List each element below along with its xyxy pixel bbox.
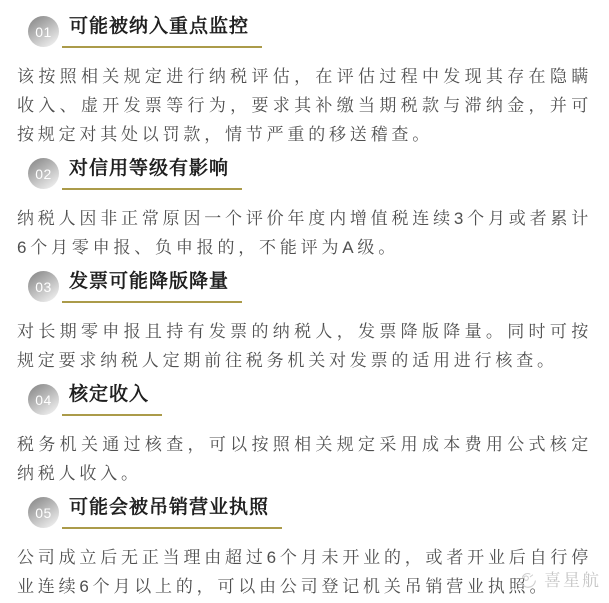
section-header (17, 383, 592, 416)
section-header (17, 157, 592, 190)
section-5 (17, 496, 592, 601)
section-number: 05 (35, 504, 52, 521)
section-title: 发票可能降版降量 (62, 270, 242, 303)
section-number-badge (28, 16, 59, 47)
section-title: 可能会被吊销营业执照 (62, 496, 282, 529)
section-number-badge (28, 158, 59, 189)
brand-name: 喜星航 (544, 570, 601, 590)
section-number: 02 (35, 165, 52, 182)
section-1 (17, 15, 592, 149)
section-title: 可能被纳入重点监控 (62, 15, 262, 48)
section-number: 03 (35, 278, 52, 295)
section-number: 04 (35, 391, 52, 408)
section-3 (17, 270, 592, 375)
watermark (517, 569, 601, 591)
section-title: 对信用等级有影响 (62, 157, 242, 190)
section-body-text: 税务机关通过核查，可以按照相关规定采用成本费用公式核定纳税人收入。 (17, 435, 592, 483)
section-body-text: 对长期零申报且持有发票的纳税人，发票降版降量。同时可按规定要求纳税人定期前往税务机关对发票的适用进行核查。 (17, 322, 592, 370)
section-body-text: 纳税人因非正常原因一个评价年度内增值税连续3个月或者累计6个月零申报、负申报的，不能评为A级。 (17, 209, 592, 257)
section-header (17, 270, 592, 303)
brand-logo-icon (517, 569, 539, 591)
section-number: 01 (35, 23, 52, 40)
section-title: 核定收入 (62, 383, 162, 416)
section-number-badge (28, 271, 59, 302)
section-header (17, 496, 592, 529)
section-header (17, 15, 592, 48)
section-4 (17, 383, 592, 488)
section-body-text: 公司成立后无正当理由超过6个月未开业的，或者开业后自行停业连续6个月以上的，可以由公司登记机关吊销营业执照。 (17, 548, 592, 596)
section-number-badge (28, 384, 59, 415)
section-body-text: 该按照相关规定进行纳税评估，在评估过程中发现其存在隐瞒收入、虚开发票等行为，要求其补缴当期税款与滞纳金，并可按规定对其处以罚款，情节严重的移送稽查。 (17, 67, 592, 144)
section-number-badge (28, 497, 59, 528)
section-2 (17, 157, 592, 262)
